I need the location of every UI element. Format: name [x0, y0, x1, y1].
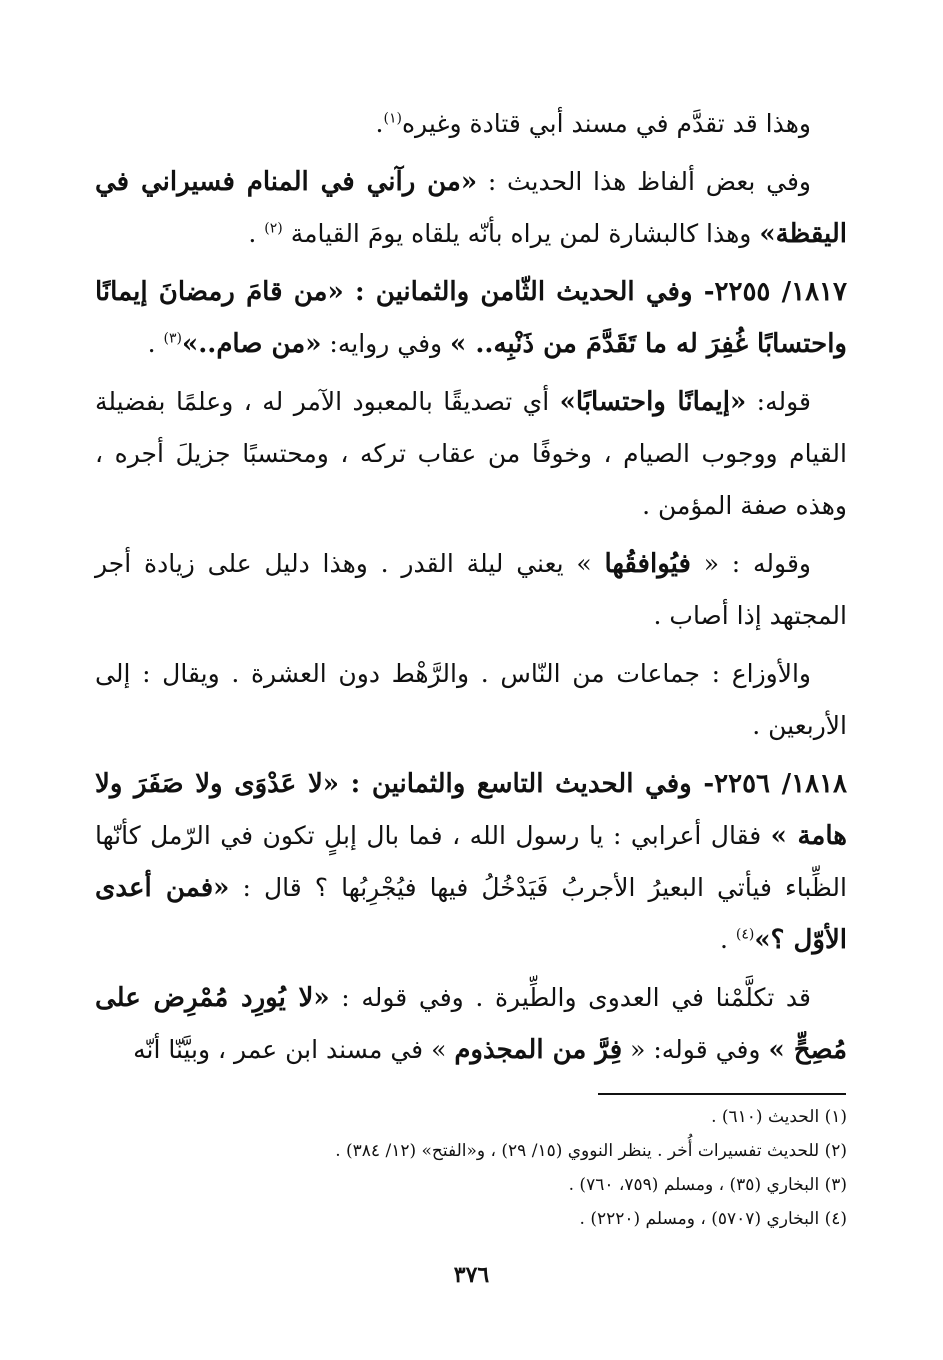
paragraph-2 — [95, 156, 847, 260]
paragraph-6 — [95, 648, 847, 752]
paragraph-text: وفي بعض ألفاظ هذا الحديث : — [477, 167, 811, 196]
paragraph-7 — [95, 758, 847, 966]
paragraph-end: . — [375, 109, 384, 138]
paragraph-text: وهذا قد تقدَّم في مسند أبي قتادة وغيره — [401, 109, 811, 138]
paragraph-text: وهذا كالبشارة لمن يراه بأنّه يلقاه يومَ القيامة — [282, 219, 760, 248]
paragraph-text: قوله: — [746, 387, 811, 416]
footnote-4: (٤) البخاري (٥٧٠٧) ، ومسلم (٢٢٢٠) . — [579, 1209, 847, 1229]
paragraph-text: وفي روايه: — [321, 329, 451, 358]
page-number: ٣٧٦ — [453, 1262, 490, 1288]
footnotes — [95, 1100, 847, 1236]
hadith-quote: «من قامَ رمضانَ إيمانًا واحتسابًا غُفِرَ له ما تَقَدَّمَ من ذَنْبِه.. » — [95, 277, 847, 359]
main-text — [95, 98, 847, 1082]
paragraph-text: وقوله : « — [690, 549, 811, 578]
paragraph-end: . — [248, 219, 265, 248]
hadith-quote: فيُوافقُها — [604, 549, 691, 579]
hadith-heading: ١٨١٨/ ٢٢٥٦- وفي الحديث التاسع والثمانين : — [339, 769, 847, 799]
footnote-ref: (٤) — [735, 926, 755, 943]
paragraph-1 — [95, 98, 847, 150]
paragraph-text: أي تصديقًا بالمعبود الآمر له ، وعلمًا بفضيلة القيام ووجوب الصيام ، وخوفًا من عقاب تركه ، ومحتسبًا جزيلَ أجره ، وهذه صفة المؤمن . — [95, 387, 847, 520]
paragraph-3 — [95, 266, 847, 370]
paragraph-8 — [95, 972, 847, 1076]
hadith-quote: «لا عَدْوَى ولا صَفَرَ ولا هامة » — [95, 769, 847, 851]
footnote-3: (٣) البخاري (٣٥) ، ومسلم (٧٥٩، ٧٦٠) . — [568, 1175, 847, 1195]
paragraph-text: والأوزاع : جماعات من النّاس . والرَّهْط دون العشرة . ويقال : إلى الأربعين . — [95, 659, 847, 740]
hadith-heading: ١٨١٧/ ٢٢٥٥- وفي الحديث الثّامن والثمانين : — [343, 277, 847, 307]
footnote-2: (٢) للحديث تفسيرات أُخر . ينظر النووي (١٥/ ٢٩) ، و«الفتح» (١٢/ ٣٨٤) . — [335, 1141, 847, 1161]
paragraph-4 — [95, 376, 847, 532]
footnote-1: (١) الحديث (٦١٠) . — [711, 1107, 847, 1127]
hadith-quote: «إيمانًا واحتسابًا» — [559, 387, 747, 417]
footnote-divider — [598, 1093, 846, 1095]
paragraph-end: . — [147, 329, 164, 358]
paragraph-text: » يعني ليلة القدر . وهذا دليل على زيادة أجر المجتهد إذا أصاب . — [95, 549, 847, 630]
hadith-quote: «من صام..» — [181, 329, 322, 359]
paragraph-5 — [95, 538, 847, 642]
hadith-quote: «من رآني في المنام فسيراني في اليقظة» — [95, 167, 847, 249]
hadith-quote: «لا يُورِد مُمْرِض على مُصِحٍّ » — [95, 983, 847, 1065]
footnote-ref: (٣) — [163, 330, 182, 347]
paragraph-end: . — [720, 925, 736, 954]
paragraph-text: وفي قوله: « — [622, 1035, 769, 1064]
paragraph-text: فقال أعرابي : يا رسول الله ، فما بال إبلٍ تكون في الرّمل كأنّها الظِّباء فيأتي البعيرُ الأجربُ فَيَدْخُلُ فيها فيُجْرِبُها ؟ قال : — [95, 821, 847, 902]
hadith-quote: فِرَّ من المجذوم — [454, 1035, 623, 1065]
footnote-ref: (٢) — [264, 220, 283, 237]
paragraph-text: قد تكلَّمْنا في العدوى والطِّيرة . وفي قوله : — [329, 983, 811, 1012]
paragraph-text: » في مسند ابن عمر ، وبيَّنّا أنّه — [133, 1035, 455, 1064]
footnote-ref: (١) — [383, 110, 402, 127]
hadith-quote: «فمن أعدى الأوّل ؟» — [95, 873, 847, 955]
